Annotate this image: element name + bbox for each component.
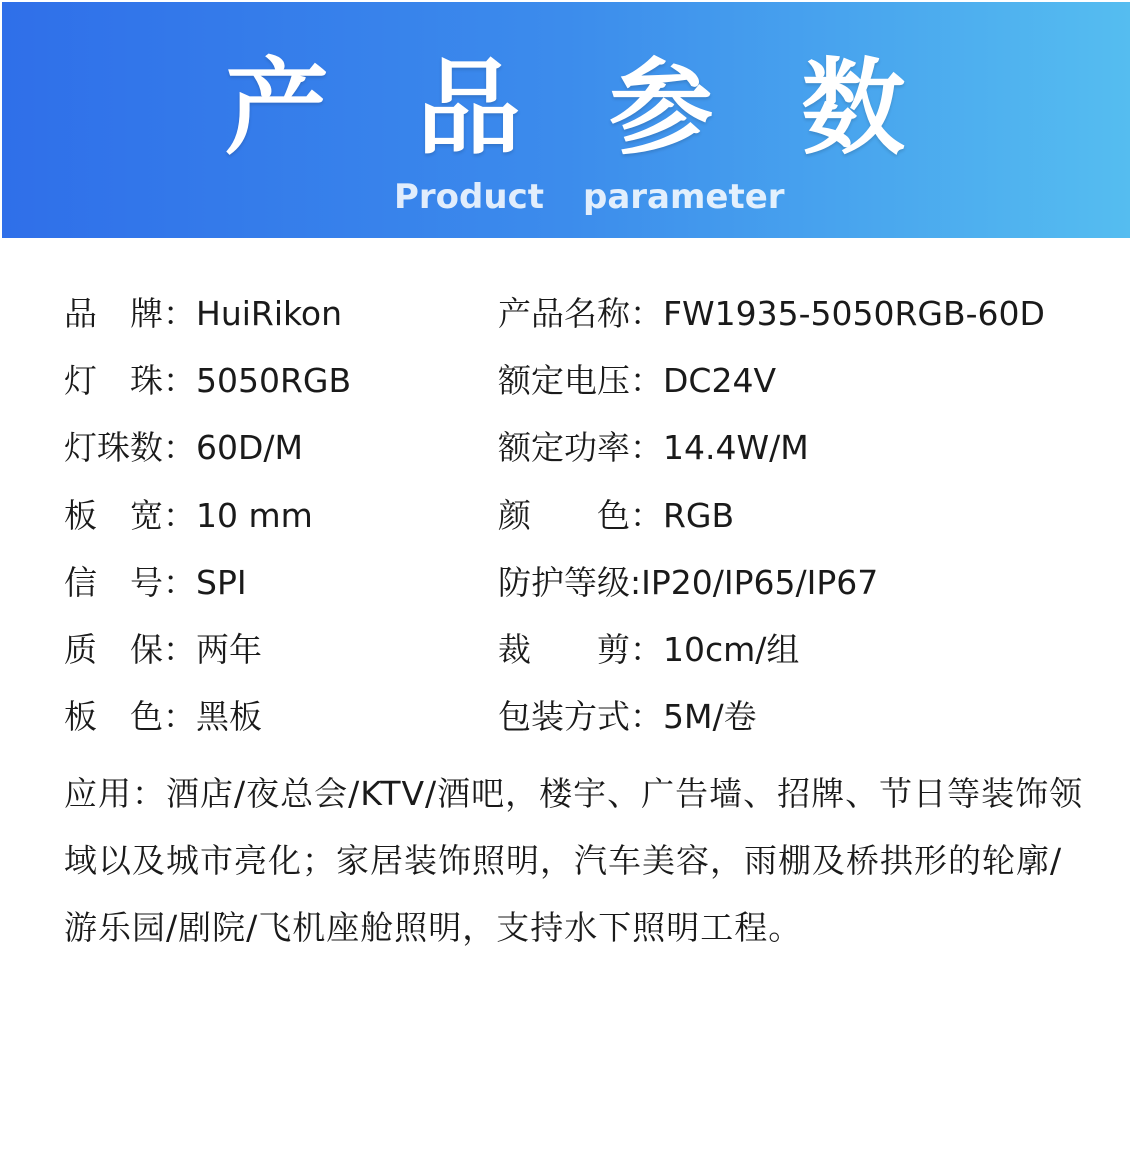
spec-warranty: 质 保：两年	[64, 630, 262, 669]
spec-led-chip: 灯 珠：5050RGB	[64, 361, 352, 400]
spec-board-color: 板 色：黑板	[64, 697, 262, 736]
spec-protection-level: 防护等级:IP20/IP65/IP67	[498, 563, 879, 602]
spec-cutting: 裁 剪：10cm/组	[498, 630, 800, 669]
banner-subtitle-product: Product	[394, 177, 544, 217]
spec-board-width: 板 宽：10 mm	[64, 496, 313, 535]
spec-packaging: 包装方式：5M/卷	[498, 697, 757, 736]
spec-rated-voltage: 额定电压：DC24V	[498, 361, 777, 400]
spec-rated-power: 额定功率：14.4W/M	[498, 428, 809, 467]
spec-led-count: 灯珠数：60D/M	[64, 428, 303, 467]
spec-brand: 品 牌：HuiRikon	[64, 294, 343, 333]
spec-color: 颜 色：RGB	[498, 496, 735, 535]
spec-signal: 信 号：SPI	[64, 563, 247, 602]
banner-subtitle-parameter: parameter	[583, 177, 785, 217]
banner-title: 产 品 参 数	[224, 47, 932, 169]
application-description: 应用：酒店/夜总会/KTV/酒吧，楼宇、广告墙、招牌、节日等装饰领域以及城市亮化；家居装饰照明，汽车美容，雨棚及桥拱形的轮廓/游乐园/剧院/飞机座舱照明，支持水下照明工程。	[64, 774, 1084, 947]
spec-product-name: 产品名称：FW1935-5050RGB-60D	[498, 294, 1045, 333]
